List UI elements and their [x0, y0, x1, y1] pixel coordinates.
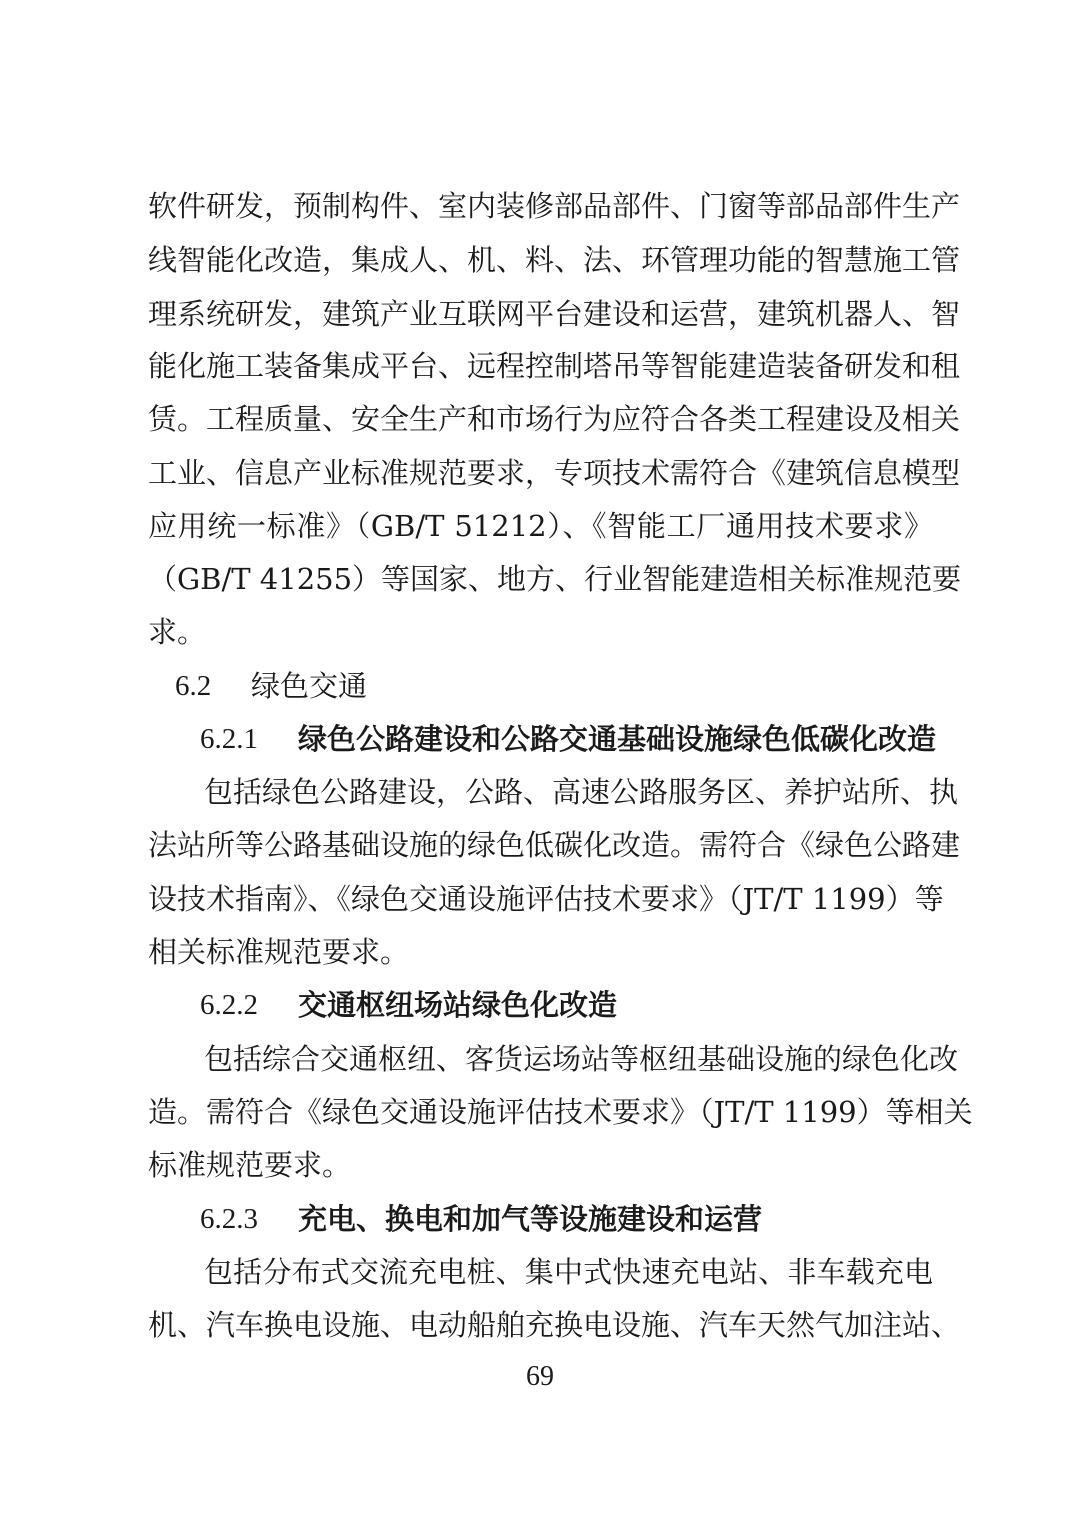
section-6-2-2-line-2: 造。需符合《绿色交通设施评估技术要求》（JT/T 1199）等相关 [148, 1095, 973, 1129]
section-6-2-3-line-1: 包括分布式交流充电桩、集中式快速充电站、非车载充电 [204, 1255, 933, 1289]
section-title: 绿色交通 [251, 669, 368, 703]
subsection-heading-6-2-2 [200, 985, 617, 1025]
subsection-heading-6-2-3 [200, 1199, 762, 1239]
section-6-2-1-line-3: 设技术指南》、《绿色交通设施评估技术要求》（JT/T 1199）等 [148, 882, 944, 916]
paragraph-1-line-2: 线智能化改造，集成人、机、料、法、环管理功能的智慧施工管 [148, 243, 961, 277]
paragraph-1-line-3: 理系统研发，建筑产业互联网平台建设和运营，建筑机器人、智 [148, 297, 961, 331]
page-number: 69 [526, 1361, 554, 1392]
section-6-2-1-line-2: 法站所等公路基础设施的绿色低碳化改造。需符合《绿色公路建 [148, 828, 961, 862]
paragraph-1-line-7: 应用统一标准》（GB/T 51212）、《智能工厂通用技术要求》 [148, 509, 933, 543]
section-6-2-1-line-4: 相关标准规范要求。 [148, 935, 410, 969]
section-6-2-2-line-1: 包括综合交通枢纽、客货运场站等枢纽基础设施的绿色化改 [204, 1042, 959, 1076]
subsection-number: 6.2.2 [200, 989, 258, 1021]
paragraph-1-line-5: 赁。工程质量、安全生产和市场行为应符合各类工程建设及相关 [148, 402, 961, 436]
section-6-2-3-line-2: 机、汽车换电设施、电动船舶充换电设施、汽车天然气加注站、 [148, 1308, 961, 1342]
subsection-number: 6.2.1 [200, 723, 258, 755]
section-heading-6-2 [175, 666, 367, 706]
section-6-2-1-line-1: 包括绿色公路建设，公路、高速公路服务区、养护站所、执 [204, 775, 959, 809]
subsection-heading-6-2-1 [200, 719, 936, 759]
paragraph-1-line-4: 能化施工装备集成平台、远程控制塔吊等智能建造装备研发和租 [148, 349, 961, 383]
subsection-number: 6.2.3 [200, 1203, 258, 1235]
paragraph-1-line-8: （GB/T 41255）等国家、地方、行业智能建造相关标准规范要 [148, 562, 962, 596]
section-number: 6.2 [175, 670, 212, 702]
subsection-title: 绿色公路建设和公路交通基础设施绿色低碳化改造 [298, 722, 937, 756]
section-6-2-2-line-3: 标准规范要求。 [148, 1148, 352, 1182]
paragraph-1-line-6: 工业、信息产业标准规范要求，专项技术需符合《建筑信息模型 [148, 456, 961, 490]
subsection-title: 充电、换电和加气等设施建设和运营 [298, 1202, 763, 1236]
subsection-title: 交通枢纽场站绿色化改造 [298, 988, 618, 1022]
paragraph-1-line-1: 软件研发，预制构件、室内装修部品部件、门窗等部品部件生产 [148, 189, 961, 223]
paragraph-1-line-9: 求。 [148, 615, 207, 649]
